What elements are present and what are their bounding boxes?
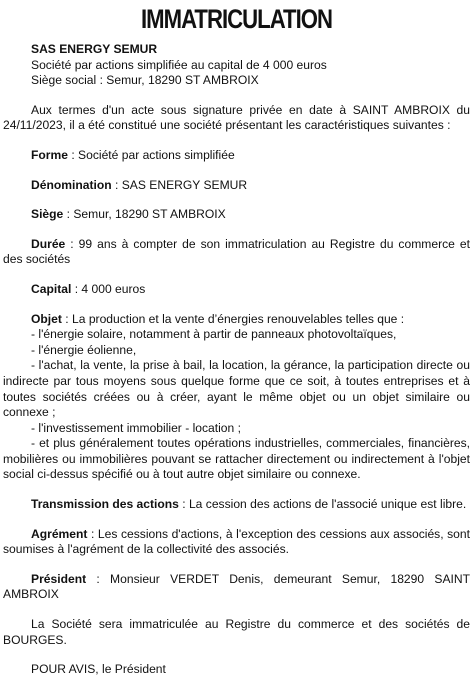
signature: POUR AVIS, le Président	[31, 662, 166, 677]
field-value: : Société par actions simplifiée	[67, 147, 235, 162]
field-duree	[3, 237, 470, 268]
field-objet	[3, 312, 470, 484]
field-label: Siège	[31, 207, 64, 222]
company-seat-line: Siège social : Semur, 18290 ST AMBROIX	[31, 73, 259, 88]
field-denomination	[3, 178, 470, 194]
list-item: - l'achat, la vente, la prise à bail, la location, la gérance, la participation directe ou indirecte par tous moyens sous quelque forme que ce soit, à toutes entreprises et à toutes sociétés créées ou à créer, ayant le même objet ou un objet similaire ou connexe ;	[3, 358, 470, 420]
field-value: : Semur, 18290 ST AMBROIX	[63, 207, 226, 222]
field-label: Forme	[31, 147, 68, 162]
field-value: : 4 000 euros	[71, 281, 146, 296]
field-transmission	[3, 497, 470, 513]
field-value: : Les cessions d'actions, à l'exception des cessions aux associés, sont soumises à l'agrément de la collectivité des associés.	[3, 526, 470, 557]
list-item: - l'énergie éolienne,	[31, 342, 137, 357]
field-value: : SAS ENERGY SEMUR	[111, 177, 248, 192]
field-forme	[3, 148, 470, 164]
field-value: : La cession des actions de l'associé unique est libre.	[178, 497, 467, 512]
field-label: Président	[31, 571, 87, 586]
intro-paragraph: Aux termes d'un acte sous signature privée en date à SAINT AMBROIX du 24/11/2023, il a été constitué une société présentant les caractéristiques suivantes :	[3, 102, 470, 133]
field-label: Objet	[31, 311, 62, 326]
field-label: Capital	[31, 281, 72, 296]
page-title: IMMATRICULATION	[140, 4, 333, 34]
field-value: : La production et la vente d’énergies renouvelables telles que :	[61, 311, 405, 326]
field-label: Agrément	[31, 526, 88, 541]
field-label: Transmission des actions	[31, 497, 179, 512]
field-agrement	[3, 527, 470, 558]
company-name: SAS ENERGY SEMUR	[31, 42, 158, 56]
list-item: - l'énergie solaire, notamment à partir de panneaux photovoltaïques,	[31, 327, 397, 342]
list-item: - et plus généralement toutes opérations industrielles, commerciales, financières, mobilières ou immobilières pouvant se rattacher directement ou indirectement à l'objet social ci-dessus spécifié ou à tout autre objet similaire ou connexe.	[3, 436, 470, 482]
field-label: Durée	[31, 236, 66, 251]
field-capital	[3, 282, 470, 298]
field-siege	[3, 207, 470, 223]
field-value: : Monsieur VERDET Denis, demeurant Semur, 18290 SAINT AMBROIX	[3, 571, 470, 602]
field-label: Dénomination	[31, 177, 112, 192]
company-header	[3, 42, 470, 89]
field-value: : 99 ans à compter de son immatriculation au Registre du commerce et des sociétés	[3, 236, 470, 267]
list-item: - l'investissement immobilier - location ;	[31, 420, 241, 435]
field-president	[3, 572, 470, 603]
registration-paragraph: La Société sera immatriculée au Registre du commerce et des sociétés de BOURGES.	[3, 617, 470, 647]
company-capital-line: Société par actions simplifiée au capital de 4 000 euros	[31, 57, 327, 72]
